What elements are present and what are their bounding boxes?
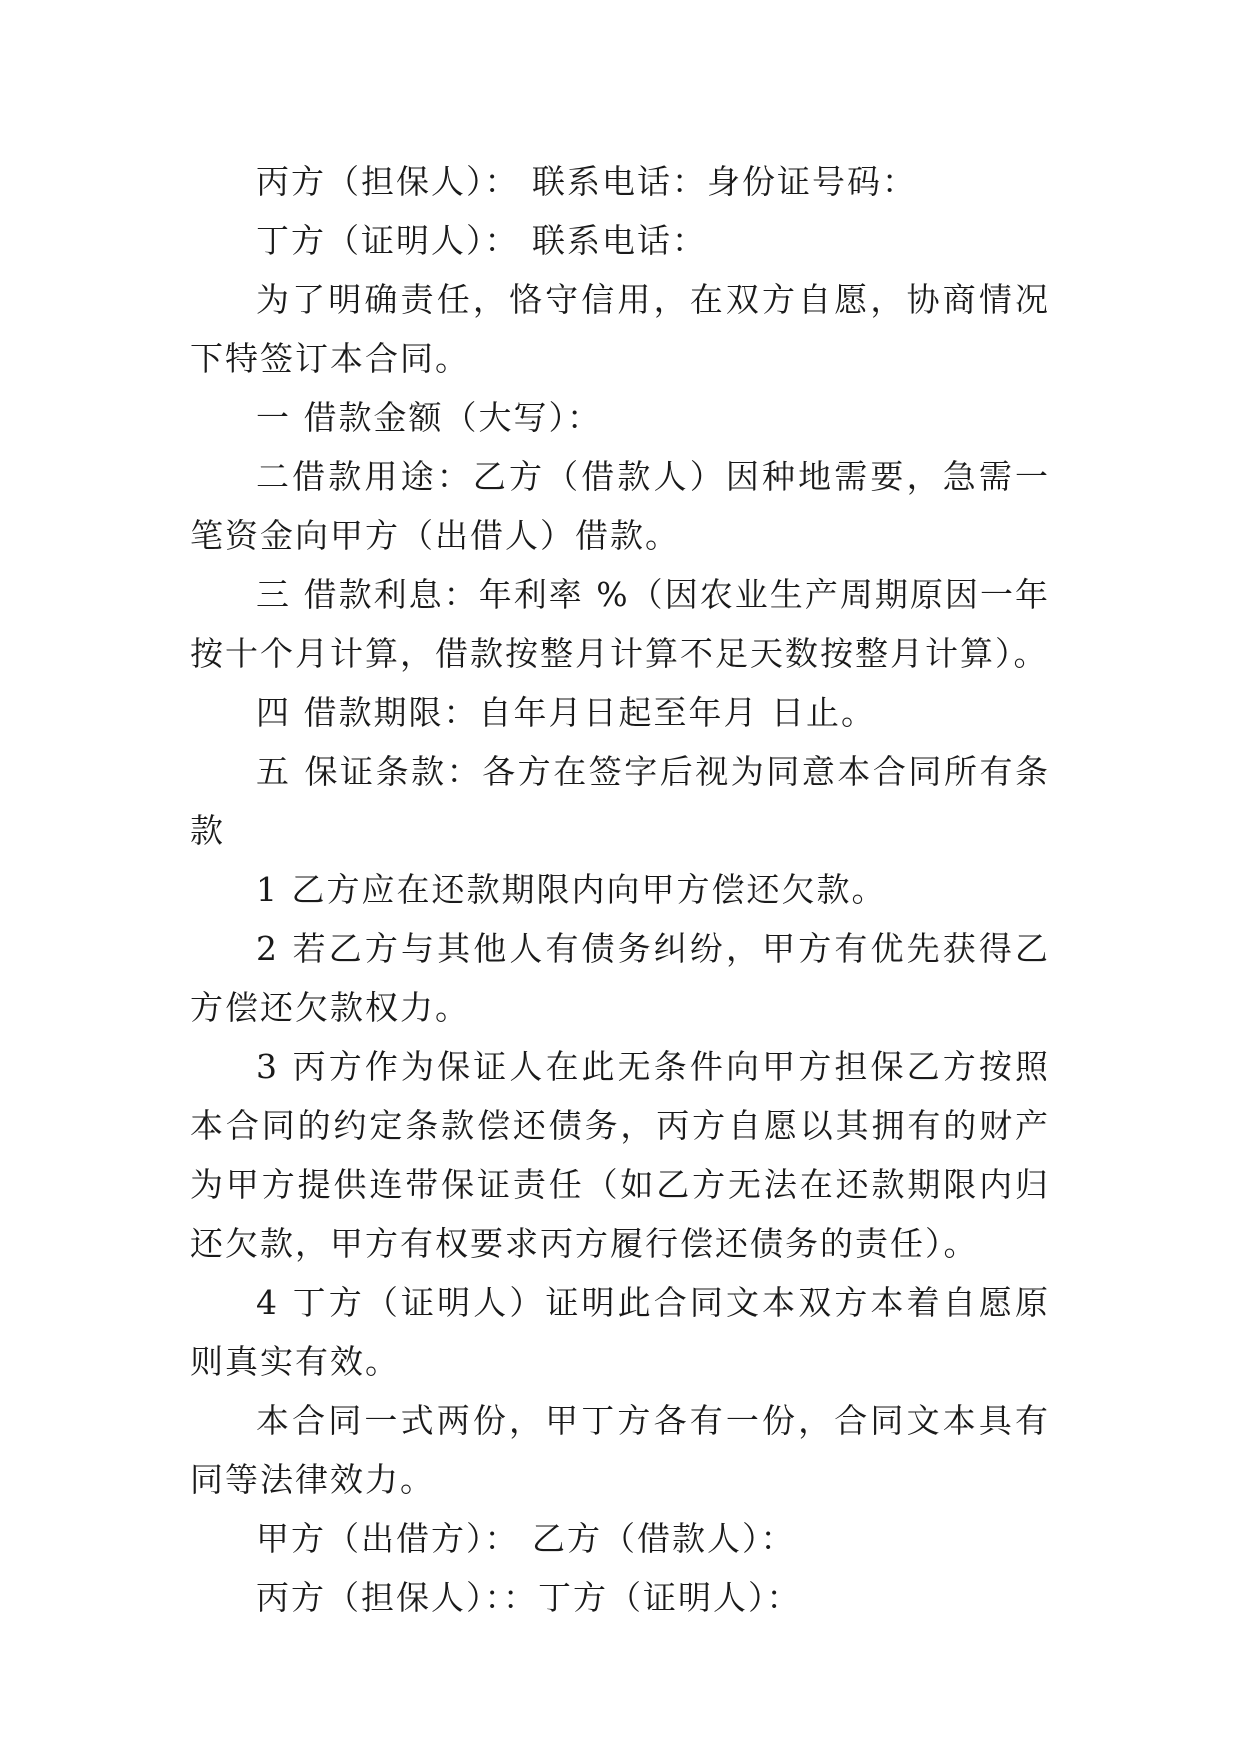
clause-loan-amount: 一 借款金额（大写）：: [256, 398, 602, 437]
contract-copies-clause: 本合同一式两份，甲丁方各有一份，合同文本具有同等法律效力。: [190, 1401, 1050, 1499]
clause-loan-term: 四 借款期限：自年月日起至年月 日止。: [256, 693, 876, 732]
clause-loan-purpose: 二借款用途：乙方（借款人）因种地需要，急需一笔资金向甲方（出借人）借款。: [190, 457, 1050, 555]
signature-line-guarantor-witness: 丙方（担保人）：：丁方（证明人）：: [256, 1578, 802, 1617]
signature-line-lender-borrower: 甲方（出借方）： 乙方（借款人）：: [256, 1519, 796, 1558]
guarantee-item-1: 1 乙方应在还款期限内向甲方偿还欠款。: [256, 870, 887, 909]
clause-loan-interest: 三 借款利息：年利率 %（因农业生产周期原因一年按十个月计算，借款按整月计算不足天数按整月计算）。: [190, 575, 1050, 673]
contract-page: [190, 152, 1050, 1627]
guarantor-contact-line: 丙方（担保人）： 联系电话：身份证号码：: [256, 162, 917, 201]
contract-preamble: 为了明确责任，恪守信用，在双方自愿，协商情况下特签订本合同。: [190, 280, 1050, 378]
guarantee-item-2: 2 若乙方与其他人有债务纠纷，甲方有优先获得乙方偿还欠款权力。: [190, 929, 1050, 1027]
witness-contact-line: 丁方（证明人）： 联系电话：: [256, 221, 707, 260]
guarantee-item-4: 4 丁方（证明人）证明此合同文本双方本着自愿原则真实有效。: [190, 1283, 1050, 1381]
clause-guarantee-terms: 五 保证条款：各方在签字后视为同意本合同所有条款: [190, 752, 1050, 850]
guarantee-item-3: 3 丙方作为保证人在此无条件向甲方担保乙方按照本合同的约定条款偿还债务，丙方自愿以其拥有的财产为甲方提供连带保证责任（如乙方无法在还款期限内归还欠款，甲方有权要求丙方履行偿还债务的责任）。: [190, 1047, 1050, 1263]
